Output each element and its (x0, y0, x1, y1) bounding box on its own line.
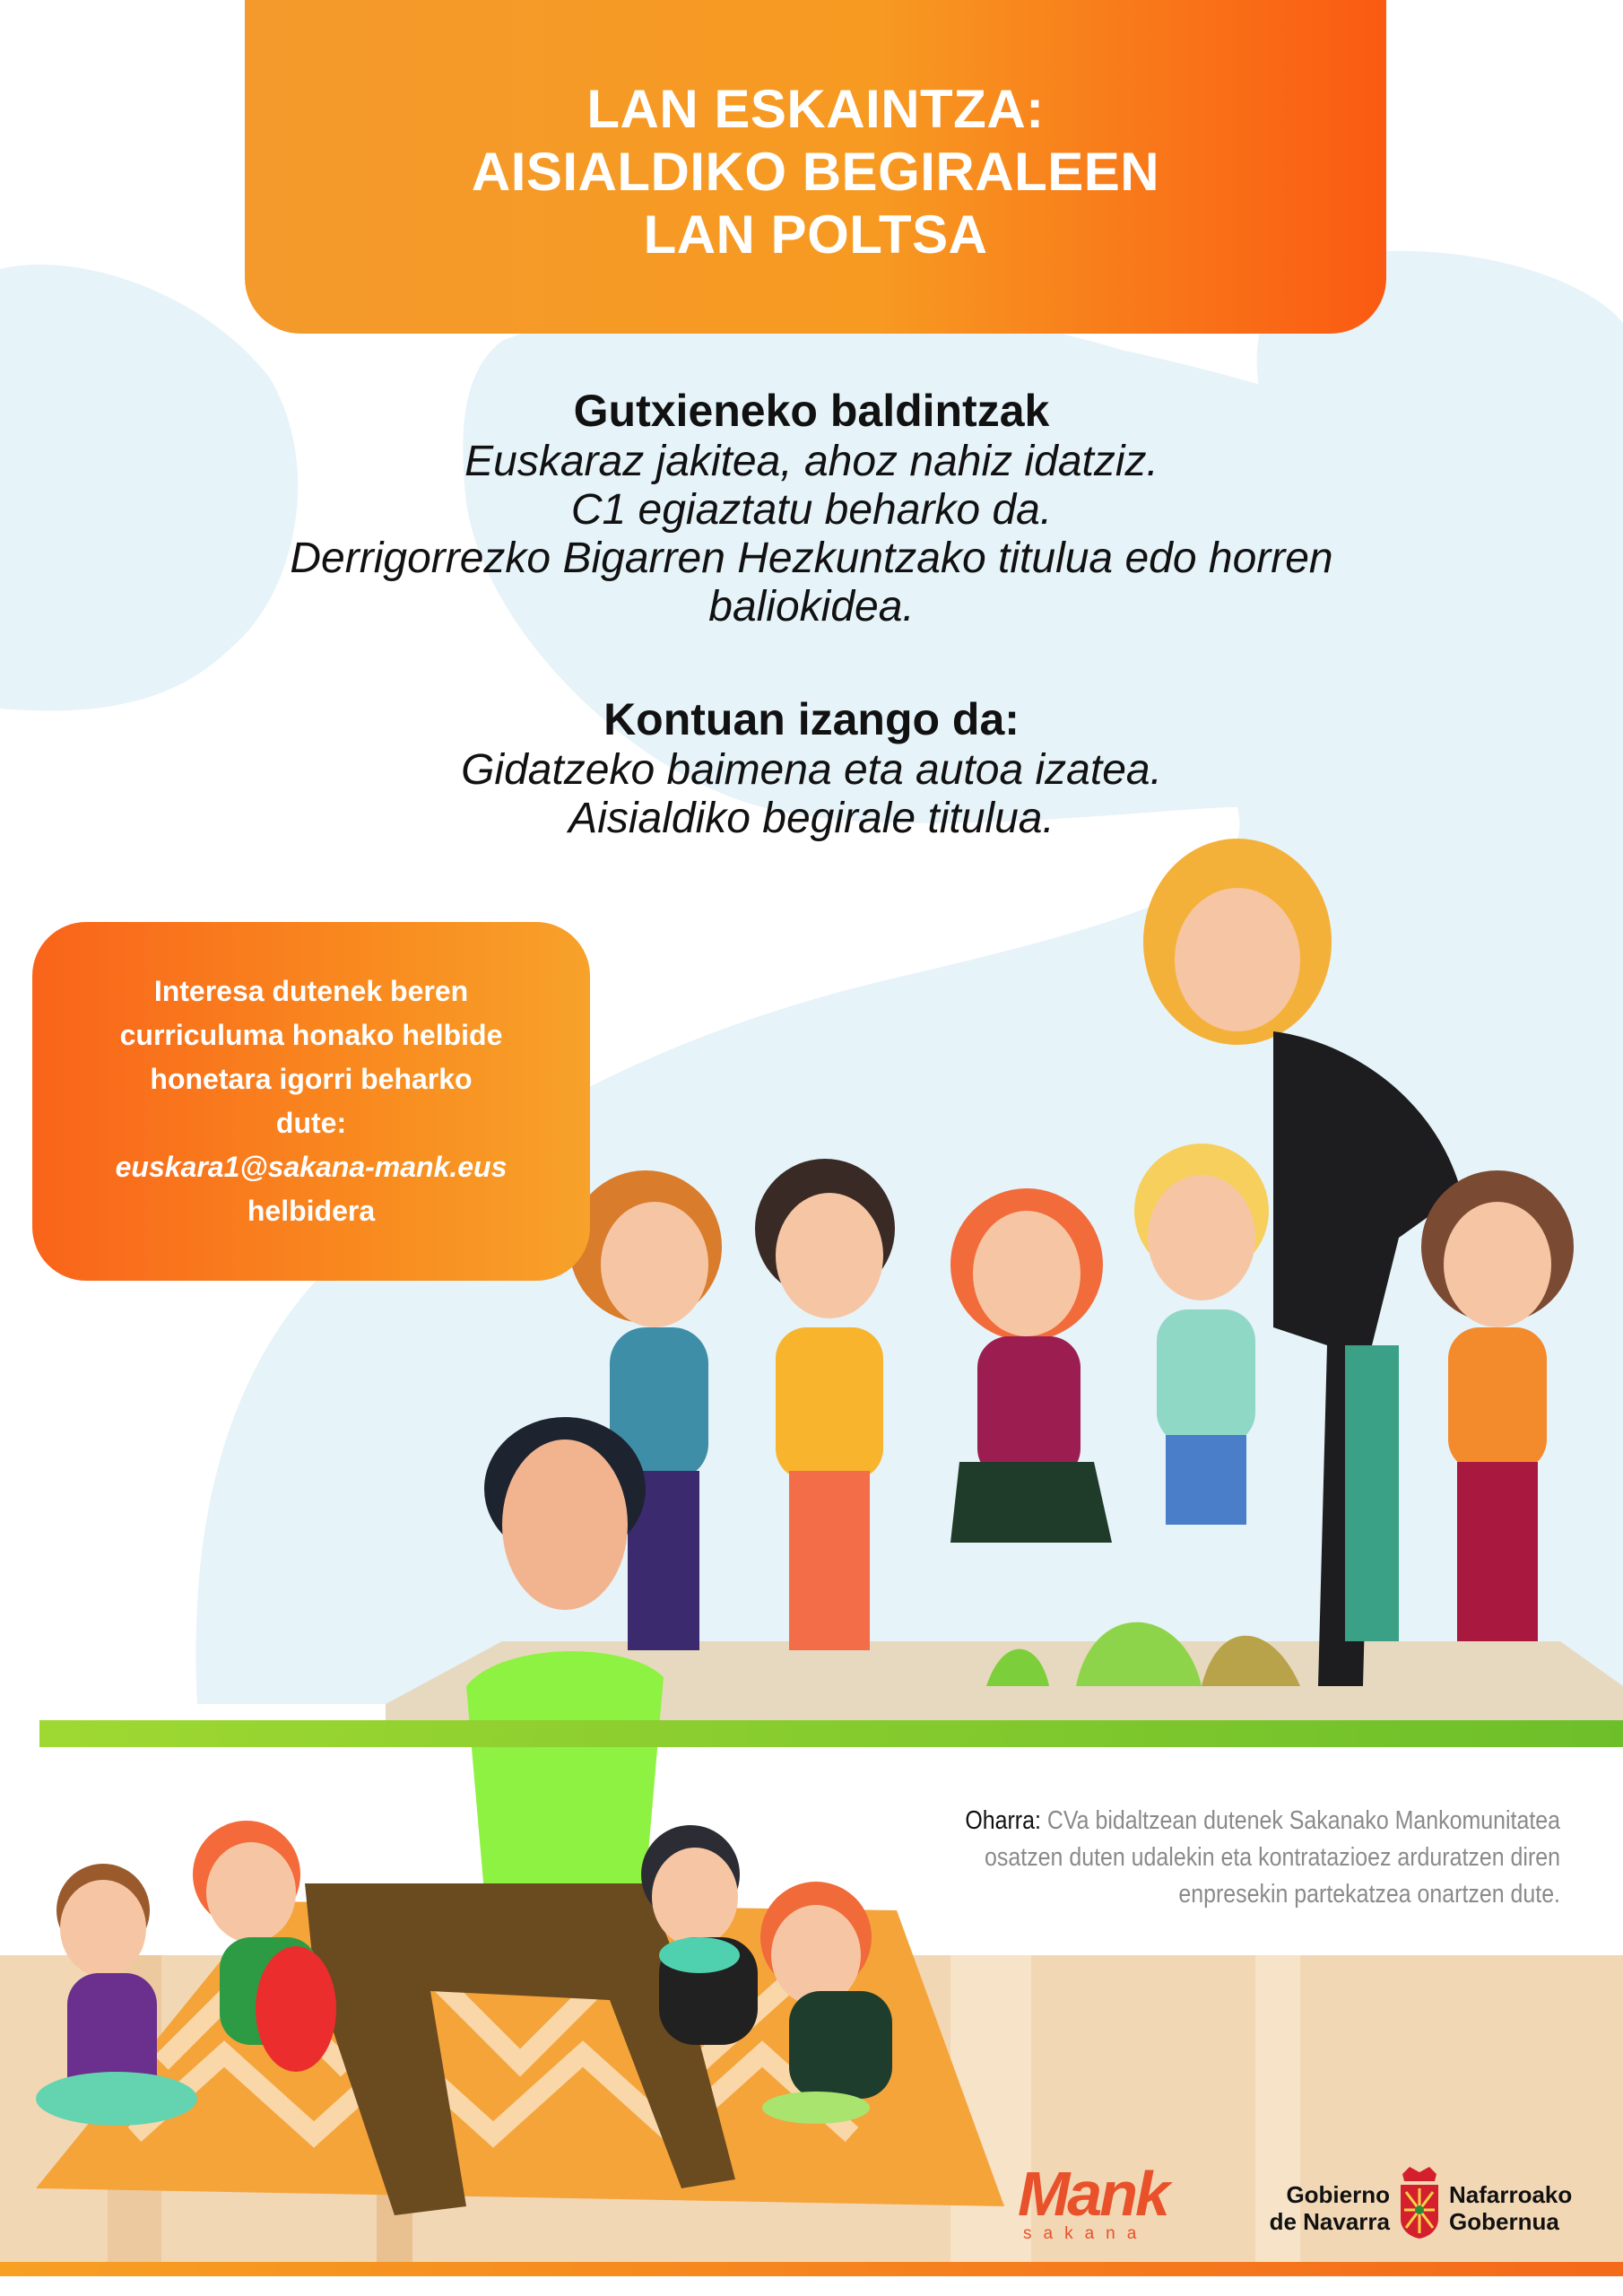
requirements-line-2: C1 egiaztatu beharko da. (570, 486, 1053, 534)
bottom-orange-bar (0, 2262, 1623, 2276)
mank-logo-word: Mank (1018, 2159, 1167, 2229)
considered-title: Kontuan izango da: (603, 694, 1020, 744)
man-face (502, 1439, 628, 1610)
considered-line-1: Gidatzeko baimena eta autoa izatea. (461, 746, 1162, 794)
contact-suffix: helbidera (247, 1195, 376, 1227)
gobierno-navarra-text (1246, 2181, 1390, 2235)
note-text-3: enpresekin partekatzea onartzen dute. (1178, 1880, 1560, 1909)
note-label: Oharra: (965, 1806, 1041, 1835)
nafarroako-gobernua-text (1449, 2181, 1601, 2235)
mank-logo-subtitle: sakana (1023, 2224, 1149, 2243)
considered-section (143, 692, 1480, 843)
contact-line-3: honetara igorri beharko (150, 1063, 473, 1095)
gov-es-line-2: de Navarra (1269, 2208, 1390, 2235)
gov-es-line-1: Gobierno (1286, 2181, 1390, 2208)
mank-logo (1018, 2161, 1206, 2247)
requirements-line-1: Euskaraz jakitea, ahoz nahiz idatziz. (464, 438, 1159, 485)
contact-line-4: dute: (275, 1107, 347, 1139)
teacher-legs (1345, 1345, 1399, 1641)
requirements-line-4: baliokidea. (708, 583, 915, 631)
requirements-title: Gutxieneko baldintzak (573, 386, 1050, 436)
header-title-line-1: LAN ESKAINTZA: (586, 79, 1045, 139)
teacher-face (1175, 888, 1300, 1031)
gov-eu-line-1: Nafarroako (1449, 2181, 1573, 2208)
gov-eu-line-2: Gobernua (1449, 2208, 1559, 2235)
contact-box (32, 922, 590, 1281)
header-title-line-2: AISIALDIKO BEGIRALEEN (471, 142, 1160, 202)
contact-line-2: curriculuma honako helbide (119, 1019, 503, 1051)
note-text-2: osatzen duten udalekin eta kontratazioez arduratzen diren (985, 1843, 1560, 1872)
header-banner (245, 0, 1386, 334)
contact-line-1: Interesa dutenek beren (153, 975, 469, 1007)
contact-email-link[interactable]: euskara1@sakana-mank.eus (115, 1151, 508, 1183)
green-divider (39, 1720, 1623, 1747)
note-block (913, 1803, 1560, 1913)
requirements-line-3: Derrigorrezko Bigarren Hezkuntzako titulua edo horren (290, 535, 1333, 582)
note-text-1: CVa bidaltzean dutenek Sakanako Mankomunitatea (1040, 1806, 1560, 1835)
note-line-1 (913, 1803, 1560, 1839)
navarra-crest-icon (1395, 2165, 1444, 2240)
considered-line-2: Aisialdiko begirale titulua. (568, 795, 1055, 842)
man-shirt (466, 1651, 664, 1892)
header-title-line-3: LAN POLTSA (643, 204, 988, 265)
requirements-section (143, 384, 1480, 631)
